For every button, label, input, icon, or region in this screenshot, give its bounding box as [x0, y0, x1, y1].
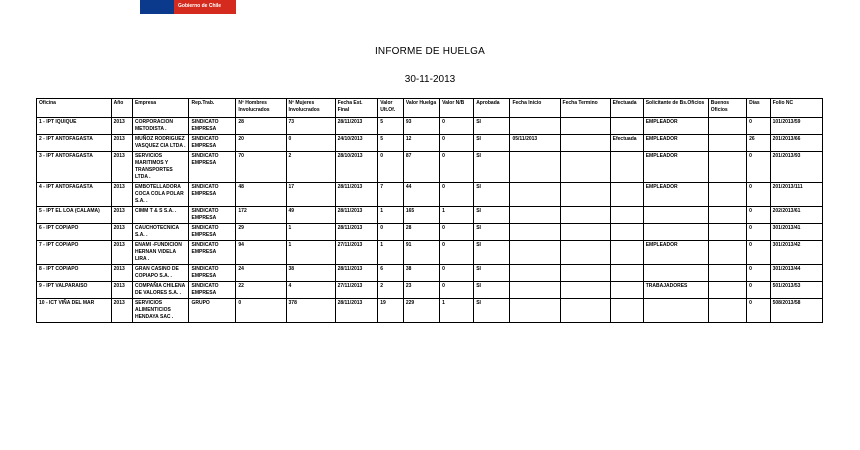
- table-cell: [643, 299, 708, 323]
- table-cell: 5: [378, 135, 404, 152]
- table-cell: 38: [403, 265, 439, 282]
- table-cell: 93: [403, 118, 439, 135]
- table-cell: [708, 183, 746, 207]
- table-cell: EMPLEADOR: [643, 135, 708, 152]
- table-cell: 24/10/2013: [335, 135, 378, 152]
- table-cell: [610, 265, 643, 282]
- logo-blue-block: [140, 0, 174, 14]
- table-cell: 202/2013/61: [770, 207, 822, 224]
- column-header: Solicitante de Bs.Oficios: [643, 99, 708, 118]
- table-cell: 0: [286, 135, 335, 152]
- column-header: Folio NC: [770, 99, 822, 118]
- table-row: [37, 118, 823, 135]
- table-cell: EMPLEADOR: [643, 241, 708, 265]
- table-header-row: [37, 99, 823, 118]
- table-cell: ENAMI -FUNDICION HERNAN VIDELA LIRA .: [132, 241, 189, 265]
- table-cell: [510, 224, 560, 241]
- table-cell: SINDICATO EMPRESA: [189, 241, 236, 265]
- table-cell: 28/10/2013: [335, 152, 378, 183]
- table-cell: SI: [474, 135, 510, 152]
- table-cell: [510, 282, 560, 299]
- table-cell: 7 - IPT COPIAPO: [37, 241, 112, 265]
- table-cell: 10 - ICT VIÑA DEL MAR: [37, 299, 112, 323]
- table-cell: 2013: [111, 241, 132, 265]
- table-row: [37, 224, 823, 241]
- table-cell: 301/2013/41: [770, 224, 822, 241]
- table-cell: 0: [747, 241, 770, 265]
- table-cell: 28/11/2013: [335, 207, 378, 224]
- table-cell: 28/11/2013: [335, 118, 378, 135]
- table-row: [37, 207, 823, 224]
- table-cell: [560, 152, 610, 183]
- column-header: Empresa: [132, 99, 189, 118]
- table-cell: [708, 241, 746, 265]
- report-title: INFORME DE HUELGA: [374, 46, 486, 57]
- table-cell: 2: [378, 282, 404, 299]
- table-cell: [610, 224, 643, 241]
- gobierno-logo: [140, 0, 236, 14]
- table-cell: 0: [747, 224, 770, 241]
- table-cell: 28: [403, 224, 439, 241]
- table-cell: SINDICATO EMPRESA: [189, 282, 236, 299]
- column-header: Días: [747, 99, 770, 118]
- table-cell: [510, 183, 560, 207]
- table-cell: SI: [474, 224, 510, 241]
- table-cell: SI: [474, 299, 510, 323]
- table-cell: 201/2013/66: [770, 135, 822, 152]
- table-cell: 0: [378, 152, 404, 183]
- table-cell: [510, 152, 560, 183]
- table-cell: 2013: [111, 299, 132, 323]
- table-cell: 9 - IPT VALPARAISO: [37, 282, 112, 299]
- table-cell: 0: [747, 118, 770, 135]
- table-cell: 28/11/2013: [335, 265, 378, 282]
- table-cell: [560, 135, 610, 152]
- table-cell: 22: [236, 282, 286, 299]
- table-cell: 2013: [111, 135, 132, 152]
- strike-report-table: [36, 98, 823, 323]
- table-cell: CAUCHOTECNICA S.A. .: [132, 224, 189, 241]
- table-cell: 0: [747, 282, 770, 299]
- table-cell: MUÑOZ RODRIGUEZ VASQUEZ CIA LTDA .: [132, 135, 189, 152]
- table-cell: [610, 299, 643, 323]
- table-cell: 29: [236, 224, 286, 241]
- table-cell: [708, 135, 746, 152]
- table-cell: SI: [474, 118, 510, 135]
- table-cell: 1: [378, 241, 404, 265]
- table-cell: 2013: [111, 282, 132, 299]
- column-header: Aprobada: [474, 99, 510, 118]
- table-cell: SI: [474, 241, 510, 265]
- table-cell: 20: [236, 135, 286, 152]
- table-cell: [560, 183, 610, 207]
- column-header: Rep.Trab.: [189, 99, 236, 118]
- table-cell: 48: [236, 183, 286, 207]
- table-cell: 28: [236, 118, 286, 135]
- table-cell: 2013: [111, 265, 132, 282]
- table-cell: SINDICATO EMPRESA: [189, 135, 236, 152]
- table-cell: 0: [747, 265, 770, 282]
- table-cell: [708, 118, 746, 135]
- table-cell: 378: [286, 299, 335, 323]
- table-cell: 24: [236, 265, 286, 282]
- column-header: Efectuada: [610, 99, 643, 118]
- table-cell: COMPAÑIA CHILENA DE VALORES S.A. .: [132, 282, 189, 299]
- table-cell: Efectuada: [610, 135, 643, 152]
- table-cell: 28/11/2013: [335, 224, 378, 241]
- table-cell: 28/11/2013: [335, 183, 378, 207]
- table-cell: 101/2013/59: [770, 118, 822, 135]
- table-cell: 165: [403, 207, 439, 224]
- table-cell: [510, 241, 560, 265]
- table-cell: [708, 282, 746, 299]
- table-cell: 3 - IPT ANTOFAGASTA: [37, 152, 112, 183]
- table-cell: SI: [474, 282, 510, 299]
- column-header: Nº Mujeres Involucrados: [286, 99, 335, 118]
- column-header: Nº Hombres Involucrados: [236, 99, 286, 118]
- table-cell: [560, 118, 610, 135]
- table-cell: SI: [474, 265, 510, 282]
- table-cell: [560, 265, 610, 282]
- table-cell: 0: [440, 152, 474, 183]
- table-cell: 2013: [111, 224, 132, 241]
- table-cell: 44: [403, 183, 439, 207]
- column-header: Valor Huelga: [403, 99, 439, 118]
- table-cell: 70: [236, 152, 286, 183]
- table-row: [37, 152, 823, 183]
- table-cell: GRAN CASINO DE COPIAPO S.A. .: [132, 265, 189, 282]
- table-cell: 2013: [111, 152, 132, 183]
- table-cell: 7: [378, 183, 404, 207]
- table-cell: 0: [440, 241, 474, 265]
- table-cell: TRABAJADORES: [643, 282, 708, 299]
- table-cell: 0: [440, 118, 474, 135]
- table-cell: [510, 299, 560, 323]
- table-cell: SERVICIOS MARITIMOS Y TRANSPORTES LTDA .: [132, 152, 189, 183]
- table-cell: 1: [286, 241, 335, 265]
- table-cell: 201/2013/93: [770, 152, 822, 183]
- table-cell: [610, 118, 643, 135]
- table-cell: 0: [747, 183, 770, 207]
- table-cell: SI: [474, 152, 510, 183]
- table-cell: [610, 207, 643, 224]
- table-row: [37, 282, 823, 299]
- table-cell: 91: [403, 241, 439, 265]
- table-cell: [560, 299, 610, 323]
- table-cell: 17: [286, 183, 335, 207]
- table-cell: EMPLEADOR: [643, 152, 708, 183]
- table-cell: 23: [403, 282, 439, 299]
- column-header: Buenos Oficios: [708, 99, 746, 118]
- table-cell: [708, 152, 746, 183]
- table-cell: [610, 282, 643, 299]
- table-cell: [610, 241, 643, 265]
- table-cell: [610, 152, 643, 183]
- table-cell: 12: [403, 135, 439, 152]
- table-cell: 73: [286, 118, 335, 135]
- table-cell: 6 - IPT COPIAPO: [37, 224, 112, 241]
- table-body: [37, 118, 823, 323]
- table-cell: SI: [474, 207, 510, 224]
- table-cell: [643, 224, 708, 241]
- table-cell: 0: [236, 299, 286, 323]
- table-cell: SINDICATO EMPRESA: [189, 118, 236, 135]
- table-cell: 229: [403, 299, 439, 323]
- table-cell: 28/11/2013: [335, 299, 378, 323]
- table-cell: 87: [403, 152, 439, 183]
- table-cell: 0: [747, 207, 770, 224]
- column-header: Año: [111, 99, 132, 118]
- table-cell: [510, 118, 560, 135]
- table-cell: 38: [286, 265, 335, 282]
- table-cell: 2013: [111, 118, 132, 135]
- column-header: Valor N/B: [440, 99, 474, 118]
- table-row: [37, 241, 823, 265]
- report-date: 30-11-2013: [404, 74, 456, 85]
- table-cell: 4 - IPT ANTOFAGASTA: [37, 183, 112, 207]
- table-cell: 1: [440, 299, 474, 323]
- table-cell: SINDICATO EMPRESA: [189, 207, 236, 224]
- table-cell: 0: [440, 135, 474, 152]
- logo-text: Gobierno de Chile: [178, 3, 222, 9]
- column-header: Fecha Termino: [560, 99, 610, 118]
- table-cell: [610, 183, 643, 207]
- table-cell: SINDICATO EMPRESA: [189, 224, 236, 241]
- table-cell: 0: [378, 224, 404, 241]
- table-cell: 2: [286, 152, 335, 183]
- table-cell: [560, 224, 610, 241]
- table-cell: 2 - IPT ANTOFAGASTA: [37, 135, 112, 152]
- table-cell: 26: [747, 135, 770, 152]
- table-cell: 19: [378, 299, 404, 323]
- table-cell: [510, 207, 560, 224]
- table-cell: [510, 265, 560, 282]
- table-cell: 301/2013/44: [770, 265, 822, 282]
- table-cell: 0: [440, 282, 474, 299]
- table-cell: [708, 265, 746, 282]
- table-cell: EMPLEADOR: [643, 183, 708, 207]
- column-header: Oficina: [37, 99, 112, 118]
- table-cell: [560, 207, 610, 224]
- table-cell: 0: [440, 224, 474, 241]
- table-cell: SI: [474, 183, 510, 207]
- table-cell: 0: [440, 265, 474, 282]
- table-cell: 501/2013/53: [770, 282, 822, 299]
- table-cell: CIMM T & S S.A. .: [132, 207, 189, 224]
- table-cell: 1: [378, 207, 404, 224]
- table-cell: 5: [378, 118, 404, 135]
- table-cell: SINDICATO EMPRESA: [189, 265, 236, 282]
- column-header: Fecha Est. Final: [335, 99, 378, 118]
- table-cell: 0: [747, 152, 770, 183]
- table-cell: EMBOTELLADORA COCA COLA POLAR S.A. .: [132, 183, 189, 207]
- table-cell: 4: [286, 282, 335, 299]
- table-row: [37, 299, 823, 323]
- table-cell: SERVICIOS ALIMENTICIOS HENDAYA SAC .: [132, 299, 189, 323]
- table-cell: 1: [286, 224, 335, 241]
- table-cell: 6: [378, 265, 404, 282]
- table-cell: 94: [236, 241, 286, 265]
- table-cell: [708, 224, 746, 241]
- table-cell: 301/2013/42: [770, 241, 822, 265]
- table-cell: 8 - IPT COPIAPO: [37, 265, 112, 282]
- table-cell: EMPLEADOR: [643, 118, 708, 135]
- table-cell: CORPORACION METODISTA .: [132, 118, 189, 135]
- table-cell: [560, 282, 610, 299]
- table-cell: 2013: [111, 207, 132, 224]
- table-cell: 2013: [111, 183, 132, 207]
- table-cell: 1 - IPT IQUIQUE: [37, 118, 112, 135]
- table-cell: 27/11/2013: [335, 282, 378, 299]
- table-cell: 1: [440, 207, 474, 224]
- table-row: [37, 265, 823, 282]
- table-row: [37, 183, 823, 207]
- table-cell: [708, 207, 746, 224]
- table-cell: SINDICATO EMPRESA: [189, 152, 236, 183]
- table-cell: 49: [286, 207, 335, 224]
- table-cell: [643, 207, 708, 224]
- table-cell: SINDICATO EMPRESA: [189, 183, 236, 207]
- table-cell: 172: [236, 207, 286, 224]
- column-header: Valor Ult.Of.: [378, 99, 404, 118]
- table-cell: 05/11/2013: [510, 135, 560, 152]
- table-cell: 201/2013/111: [770, 183, 822, 207]
- table-cell: 0: [747, 299, 770, 323]
- table-cell: [560, 241, 610, 265]
- table-row: [37, 135, 823, 152]
- table-cell: [708, 299, 746, 323]
- table-cell: 0: [440, 183, 474, 207]
- table-cell: 508/2013/58: [770, 299, 822, 323]
- table-cell: GRUPO: [189, 299, 236, 323]
- column-header: Fecha Inicio: [510, 99, 560, 118]
- table-cell: [643, 265, 708, 282]
- table-cell: 5 - IPT EL LOA (CALAMA): [37, 207, 112, 224]
- table-cell: 27/11/2013: [335, 241, 378, 265]
